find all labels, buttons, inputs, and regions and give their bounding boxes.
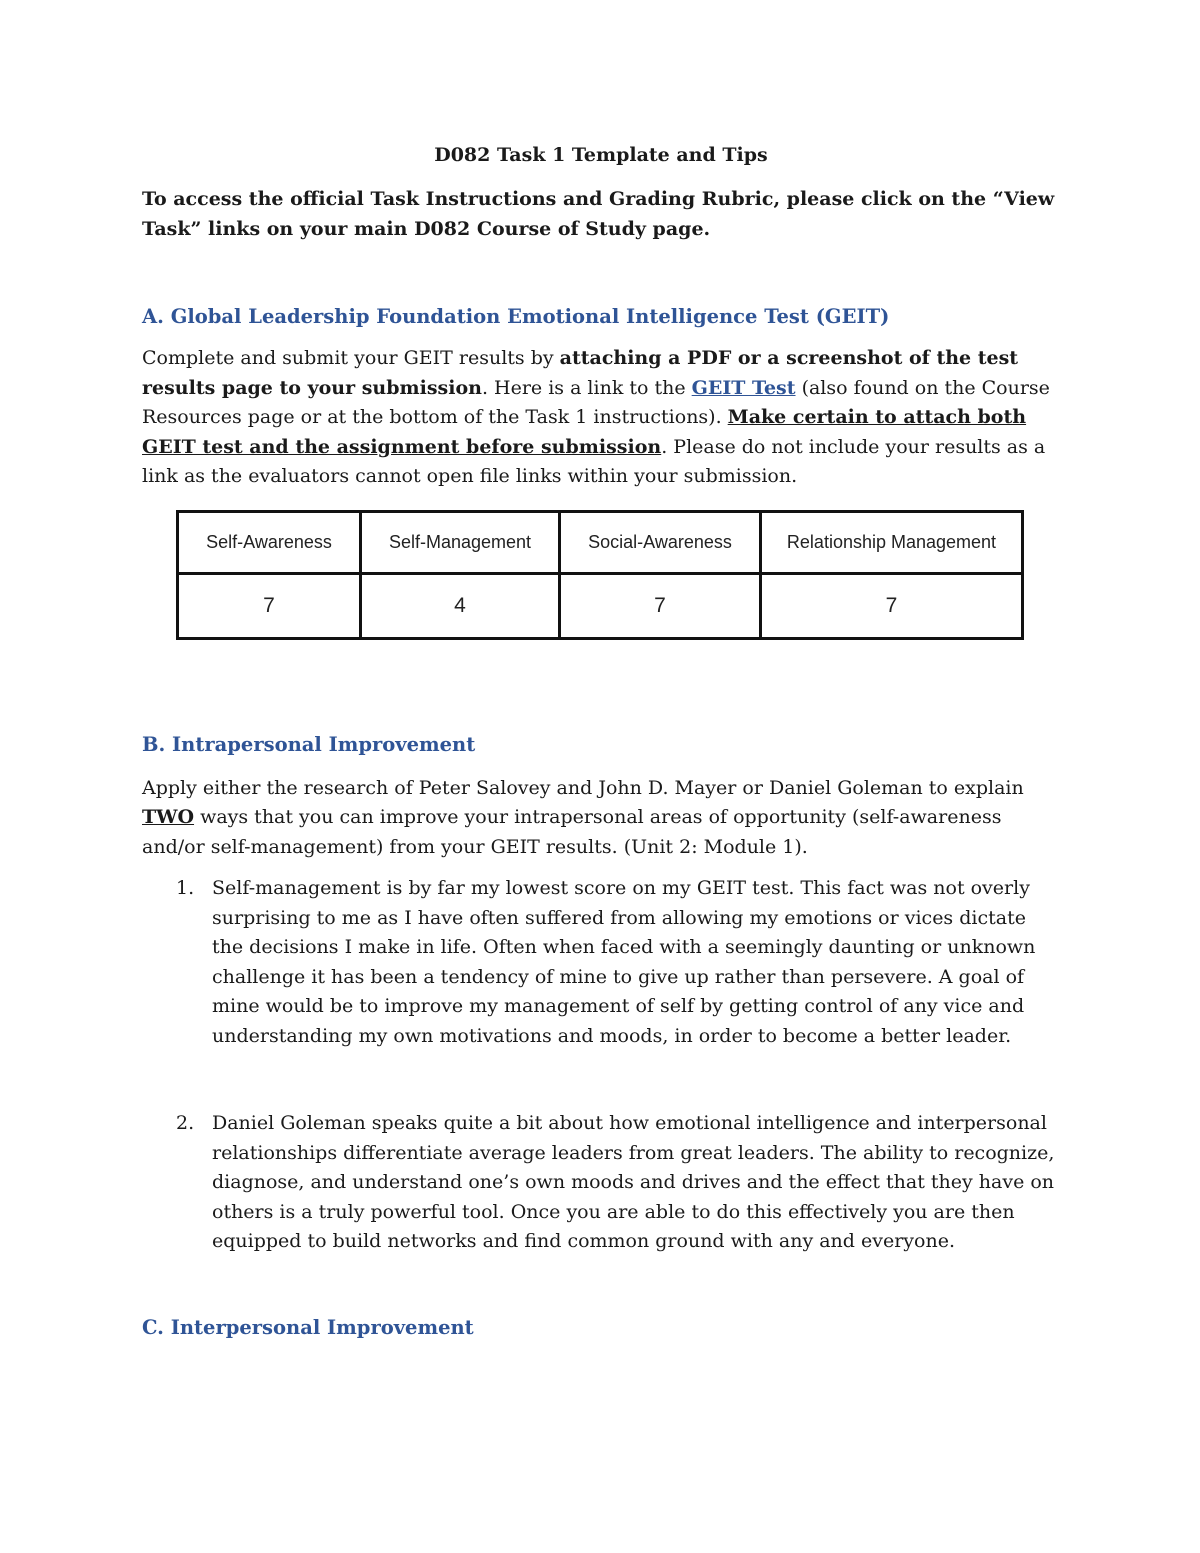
- score-relationship-management: 7: [761, 573, 1023, 638]
- section-a-bold-text: attaching a PDF or a screenshot of the test results page to your submission: [142, 347, 1019, 399]
- section-a-heading: A. Global Leadership Foundation Emotional Intelligence Test (GEIT): [142, 305, 890, 328]
- list-item-text: Daniel Goleman speaks quite a bit about how emotional intelligence and interpersonal relationships differentiate average leaders from great leaders. The ability to recognize, diagnose, and understand one’s own moods and drives and the effect that they have on others is a truly powerful tool. Once you are able to do this effectively you are then equipped to build networks and find common ground with any and everyone.: [212, 1112, 1055, 1252]
- score-social-awareness: 7: [560, 573, 761, 638]
- section-a-text-1: Complete and submit your GEIT results by: [142, 347, 560, 369]
- geit-test-link[interactable]: GEIT Test: [691, 376, 796, 399]
- section-a-text-3: (also found on the Course Resources page or at the bottom of the Task 1 instructions).: [142, 376, 1050, 428]
- section-a-text-4: . Please do not include your results as a link as the evaluators cannot open file links within your submission.: [142, 435, 1046, 487]
- section-c-heading: C. Interpersonal Improvement: [142, 1315, 474, 1339]
- header-self-awareness: Self-Awareness: [178, 511, 361, 573]
- list-item-number: 1.: [176, 877, 195, 899]
- list-item: [142, 1109, 1060, 1257]
- table-row: [178, 573, 1023, 638]
- section-a-underlined-text: Make certain to attach both GEIT test and the assignment before submission: [142, 406, 1027, 458]
- score-self-management: 4: [361, 573, 560, 638]
- section-b-heading: B. Intrapersonal Improvement: [142, 732, 476, 756]
- list-item-text: Self-management is by far my lowest score on my GEIT test. This fact was not overly surprising to me as I have often suffered from allowing my emotions or vices dictate the decisions I make in life. Often when faced with a seemingly daunting or unknown challenge it has been a tendency of mine to give up rather than persevere. A goal of mine would be to improve my management of self by getting control of any vice and understanding my own motivations and moods, in order to become a better leader.: [212, 877, 1036, 1047]
- intrapersonal-list: [142, 874, 1060, 1257]
- document-title: D082 Task 1 Template and Tips: [434, 144, 768, 166]
- header-social-awareness: Social-Awareness: [560, 511, 761, 573]
- section-b-paragraph: [142, 774, 1060, 863]
- section-a-text-2: . Here is a link to the: [481, 376, 692, 399]
- header-relationship-management: Relationship Management: [761, 511, 1023, 573]
- list-item-number: 2.: [176, 1112, 195, 1134]
- section-b-text-2: ways that you can improve your intrapersonal areas of opportunity (self-awareness and/or self-management) from your GEIT results. (Unit 2: Module 1).: [142, 806, 1002, 858]
- score-self-awareness: 7: [178, 573, 361, 638]
- geit-scores-table: [176, 510, 1024, 640]
- section-a-paragraph: [142, 344, 1060, 492]
- section-b-text-1: Apply either the research of Peter Salovey and John D. Mayer or Daniel Goleman to explain: [142, 776, 1024, 799]
- table-header-row: [178, 511, 1023, 573]
- document-page: [142, 140, 1060, 1343]
- list-item: [142, 874, 1060, 1051]
- header-self-management: Self-Management: [361, 511, 560, 573]
- section-b-emphasis: TWO: [142, 806, 195, 828]
- intro-paragraph: To access the official Task Instructions and Grading Rubric, please click on the “View Task” links on your main D082 Course of Study page.: [142, 188, 1055, 240]
